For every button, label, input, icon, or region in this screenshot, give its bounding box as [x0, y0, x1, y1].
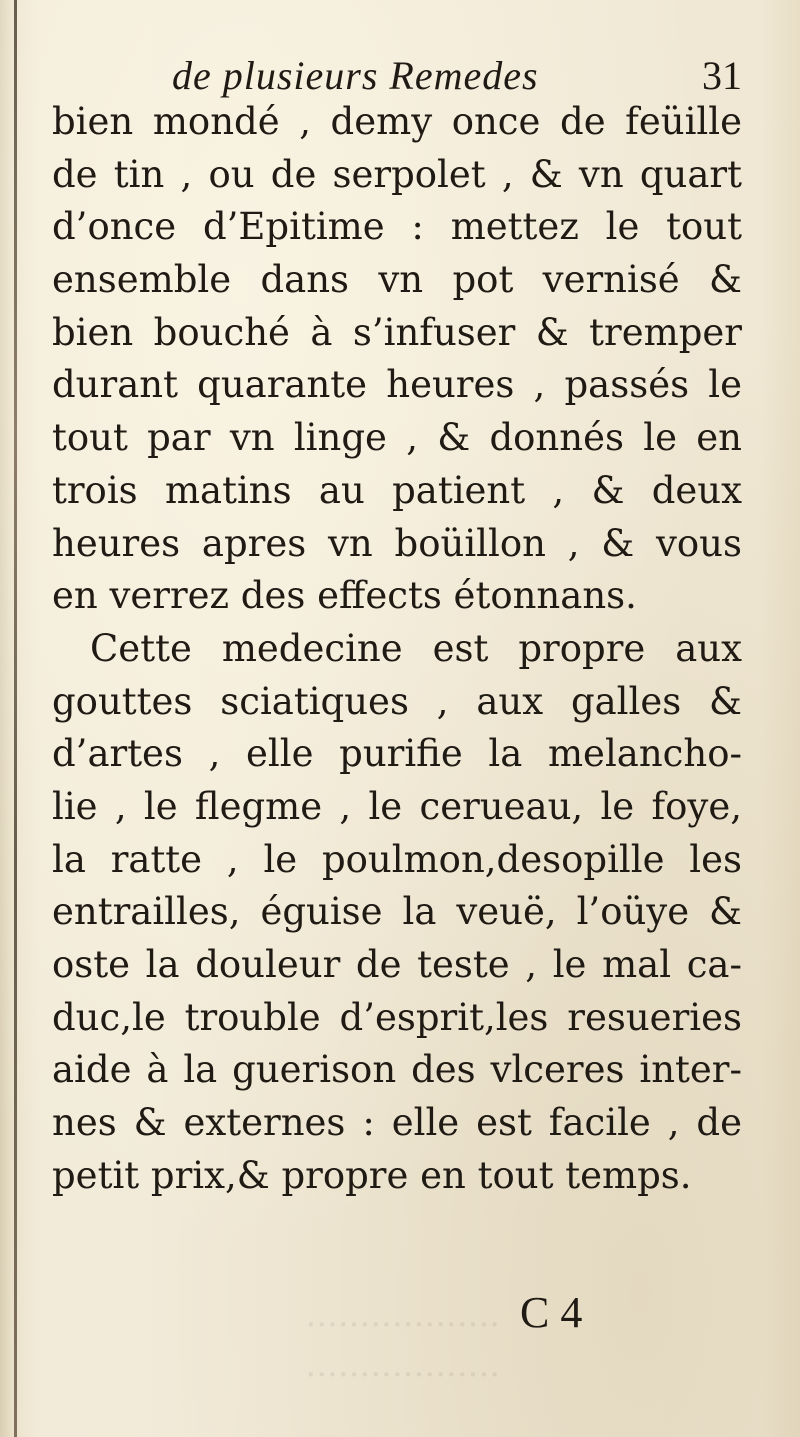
text-line: duc,le trouble d’esprit,les resueries — [52, 995, 742, 1039]
text-line: entrailles, éguise la veuë, l’oüye & — [52, 890, 742, 934]
running-title: de plusieurs Remedes — [172, 53, 539, 98]
text-line: tout par vn linge , & donnés le en — [52, 416, 742, 460]
text-line: nes & externes : elle est facile , de — [52, 1101, 742, 1145]
text-line: bien bouché à s’infuser & tremper — [52, 310, 742, 354]
text-line: oste la douleur de teste , le mal ca- — [52, 943, 742, 986]
text-line: de tin , ou de serpolet , & vn quart — [52, 152, 742, 196]
text-line: petit prix,& propre en tout temps. — [52, 1153, 692, 1197]
show-through-texture: .................. .................. — [305, 1295, 500, 1385]
text-line: aide à la guerison des vlceres inter- — [52, 1048, 742, 1092]
text-line: gouttes sciatiques , aux galles & — [52, 679, 742, 723]
signature-mark: C 4 — [520, 1288, 583, 1337]
page-number: 31 — [702, 53, 742, 98]
text-line: lie , le flegme , le cerueau, le foye, — [52, 784, 742, 828]
paragraph-start-line: Cette medecine est propre aux — [90, 626, 742, 670]
text-line: ensemble dans vn pot vernisé & — [52, 258, 742, 302]
text-line: heures apres vn boüillon , & vous — [52, 521, 742, 565]
text-line: trois matins au patient , & deux — [52, 468, 742, 512]
text-line: d’once d’Epitime : mettez le tout — [52, 205, 742, 249]
body-text — [52, 96, 742, 1202]
text-line: en verrez des effects étonnans. — [52, 574, 637, 618]
text-line: d’artes , elle purifie la melancho- — [52, 732, 742, 776]
text-line: durant quarante heures , passés le — [52, 363, 742, 407]
text-line: bien mondé , demy once de feüille — [52, 100, 742, 143]
binding-gutter — [14, 0, 17, 1437]
text-line: la ratte , le poulmon,desopille les — [52, 837, 742, 881]
